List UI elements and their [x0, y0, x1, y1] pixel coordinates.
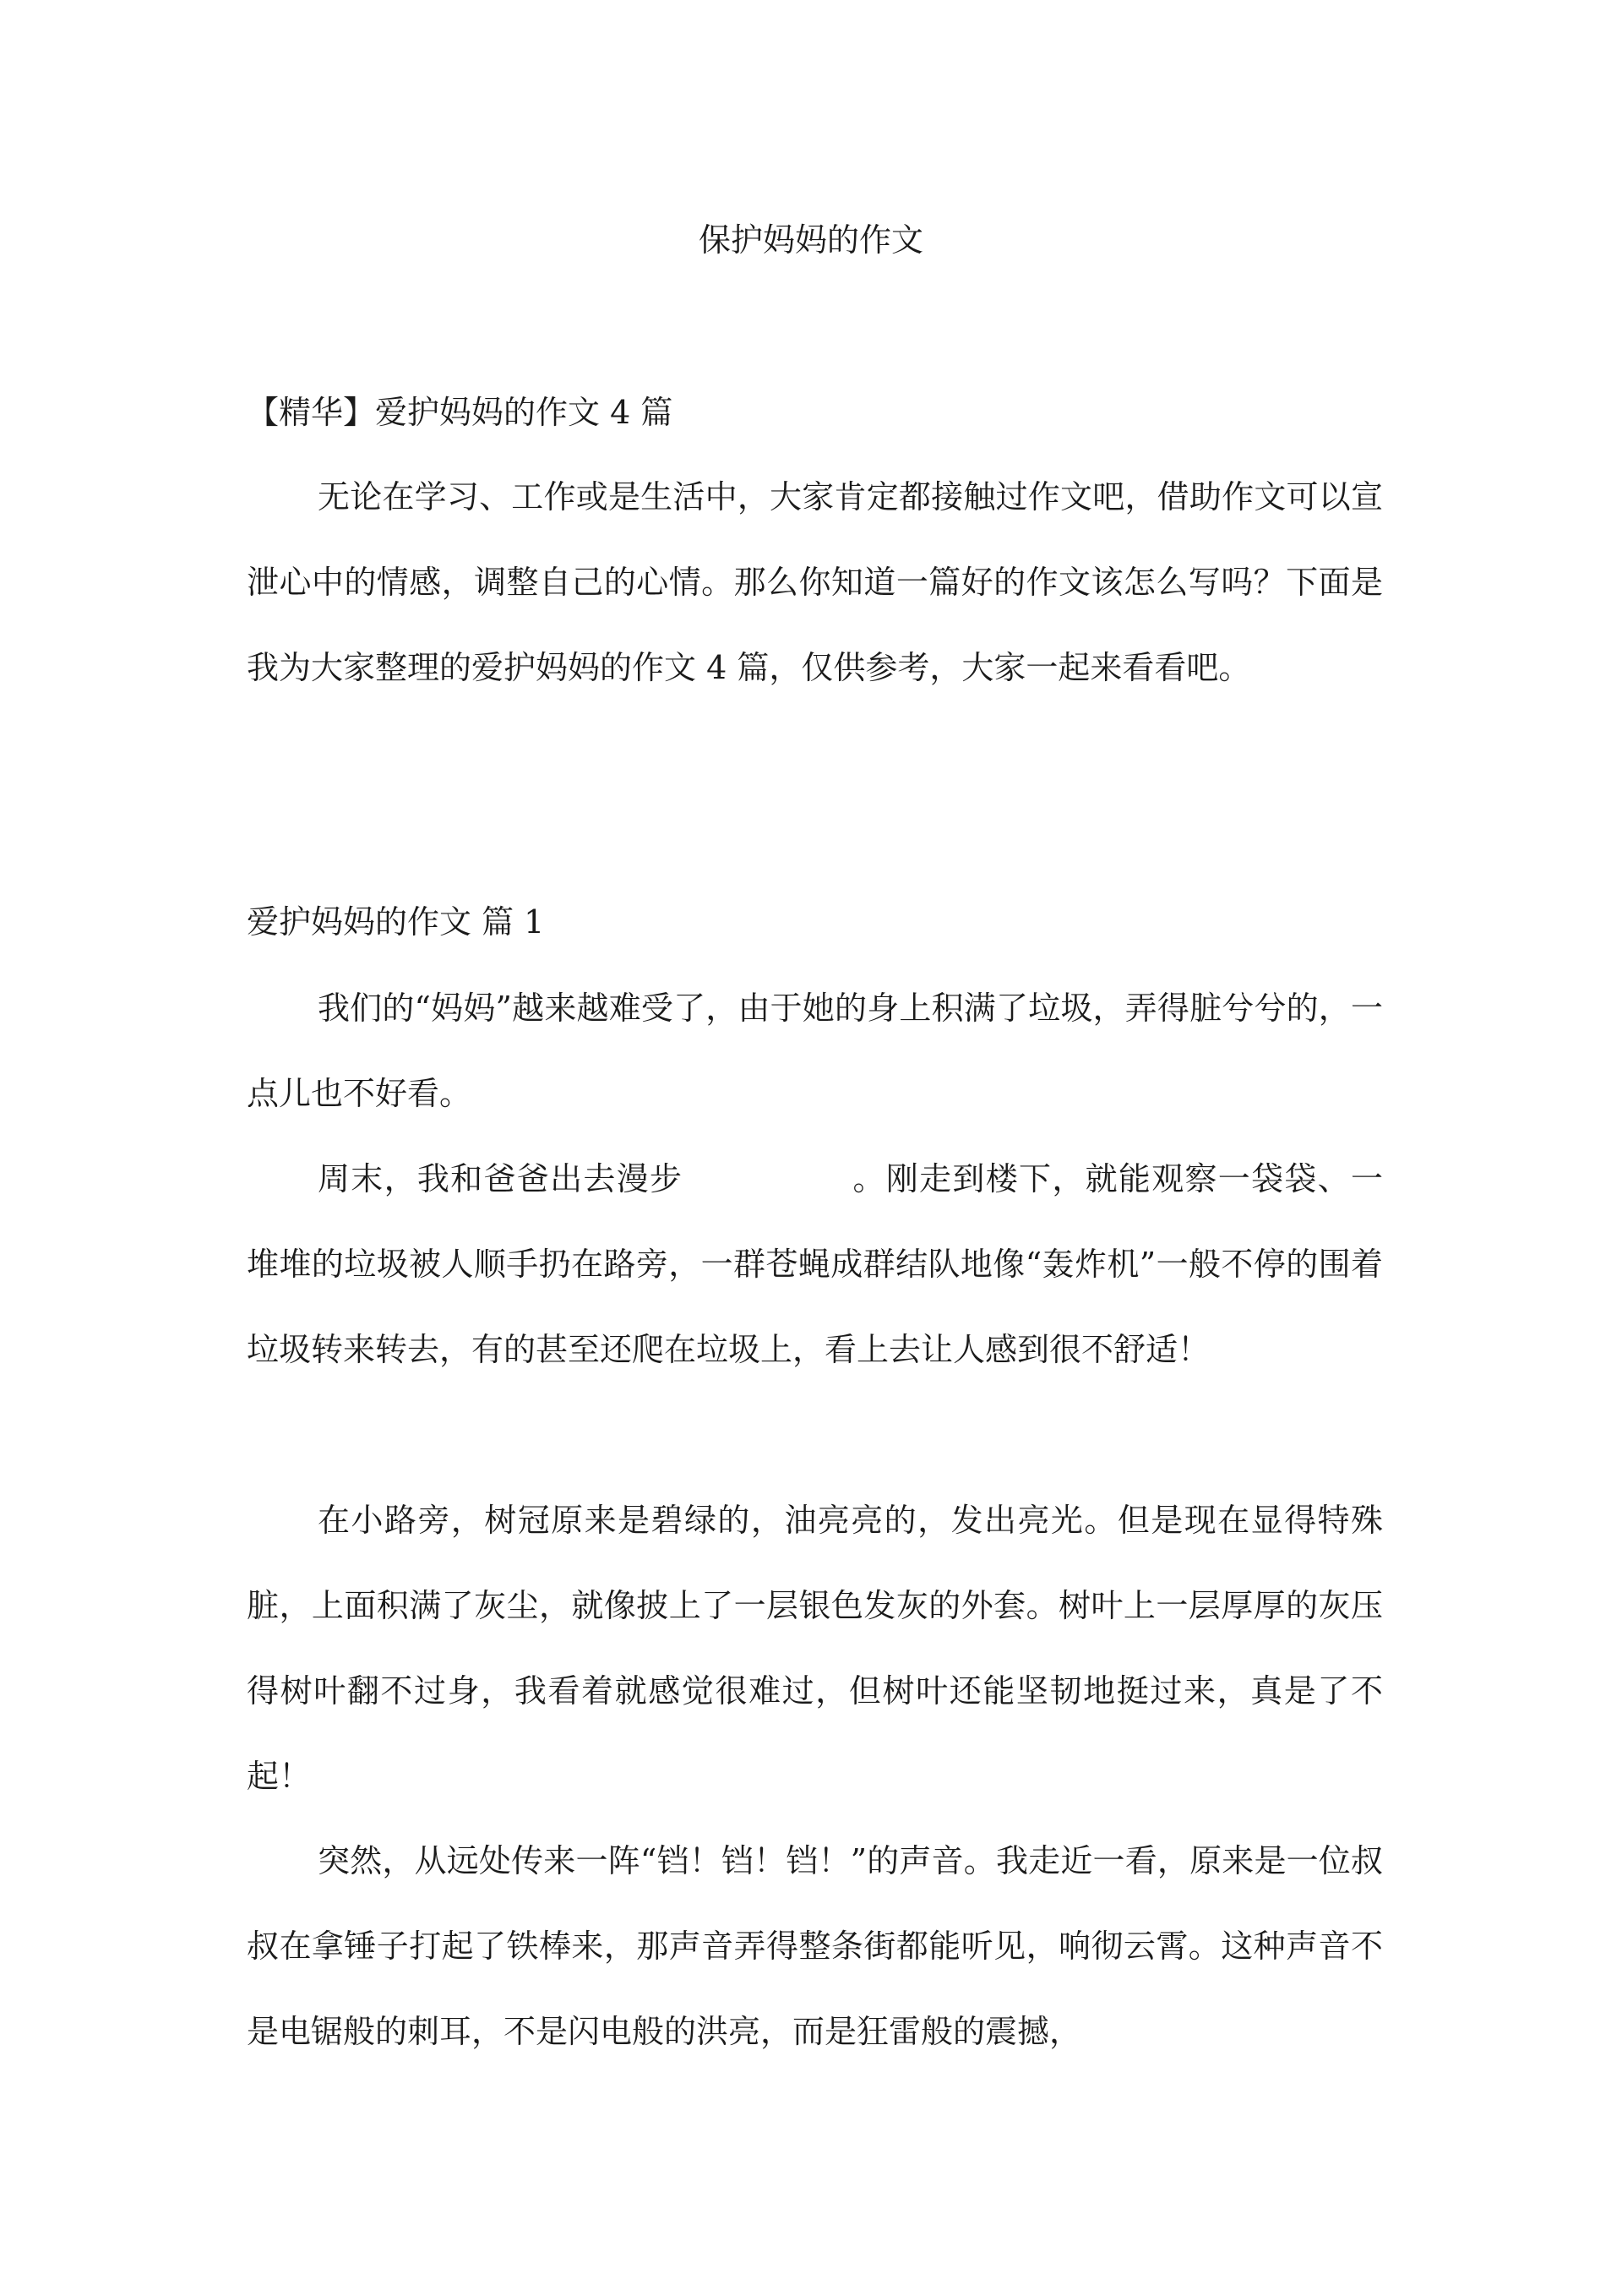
document-title: 保护妈妈的作文	[698, 221, 923, 259]
body-paragraph-1: 我们的“妈妈”越来越难受了，由于她的身上积满了垃圾，弄得脏兮兮的，一点儿也不好看。	[247, 990, 1383, 1112]
paragraph-2-start: 周末，我和爸爸出去漫步	[318, 1160, 683, 1197]
main-heading: 【精华】爱护妈妈的作文 4 篇	[247, 394, 673, 431]
body-paragraph-2	[247, 1137, 1383, 1393]
body-paragraph-4: 突然，从远处传来一阵“铛！铛！铛！”的声音。我走近一看，原来是一位叔叔在拿锤子打起了铁棒来，那声音弄得整条街都能听见，响彻云霄。这种声音不是电锯般的刺耳，不是闪电般的洪亮，而是狂雷般的震撼，	[247, 1842, 1383, 2050]
body-paragraph-3: 在小路旁，树冠原来是碧绿的，油亮亮的，发出亮光。但是现在显得特殊脏，上面积满了灰尘，就像披上了一层银色发灰的外套。树叶上一层厚厚的灰压得树叶翻不过身，我看着就感觉很难过，但树叶还能坚韧地挺过来，真是了不起！	[247, 1502, 1383, 1795]
section-heading: 爱护妈妈的作文 篇 1	[247, 903, 545, 941]
paragraph-2-rest: 。刚走到楼下，就能观察一袋袋、一堆堆的垃圾被人顺手扔在路旁，一群苍蝇成群结队地像“轰炸机”一般不停的围着垃圾转来转去，有的甚至还爬在垃圾上，看上去让人感到很不舒适！	[247, 1160, 1383, 1368]
intro-paragraph: 无论在学习、工作或是生活中，大家肯定都接触过作文吧，借助作文可以宣泄心中的情感，调整自己的心情。那么你知道一篇好的作文该怎么写吗？下面是我为大家整理的爱护妈妈的作文 4 篇，仅供参考，大家一起来看看吧。	[247, 478, 1383, 686]
